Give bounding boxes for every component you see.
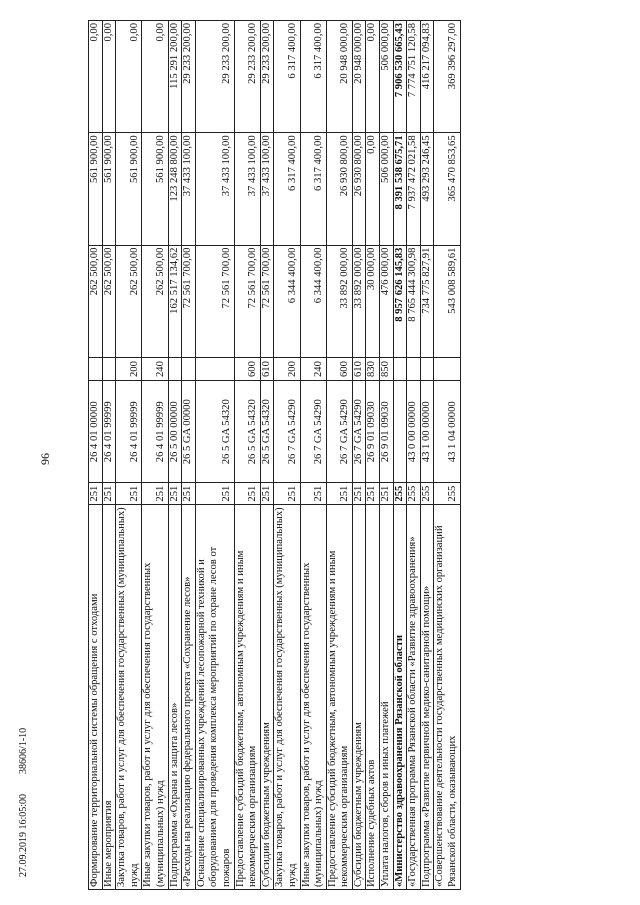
table-row [274,21,300,890]
expense-type-code: 830 [366,357,380,380]
table-row [168,21,182,890]
ministry-code: 255 [407,483,421,504]
table-row [142,21,168,890]
row-name: Формирование территориальной системы обращения с отходами [89,504,103,889]
footer-stamp: 27.09.2019 16:05:00 38606/1-10 [18,727,29,877]
target-code: 43 1 04 00000 [434,381,460,483]
amount-year-1: 262 500,00 [142,245,168,357]
row-name: Закупка товаров, работ и услуг для обеспечения государственных (муниципальных) нужд [274,504,300,889]
row-name: Уплата налогов, сборов и иных платежей [380,504,394,889]
amount-year-3: 0,00 [366,21,380,133]
amount-year-1: 72 561 700,00 [195,245,234,357]
ministry-code: 251 [89,483,103,504]
ministry-code: 251 [380,483,394,504]
amount-year-2: 561 900,00 [89,133,103,245]
row-name: Иные мероприятия [102,504,116,889]
row-name: Подпрограмма «Развитие первичной медико-санитарной помощи» [420,504,434,889]
target-code: 43 0 00 00000 [407,381,421,483]
amount-year-2: 506 000,00 [380,133,394,245]
target-code: 26 7 GA 54290 [352,381,366,483]
amount-year-2: 493 293 246,45 [420,133,434,245]
expense-type-code: 240 [300,357,326,380]
amount-year-3: 20 948 000,00 [326,21,352,133]
ministry-code: 251 [300,483,326,504]
table-row [407,21,421,890]
amount-year-2: 0,00 [366,133,380,245]
amount-year-1: 33 892 000,00 [352,245,366,357]
row-name: Предоставление субсидий бюджетным, автономным учреждениям и иным некоммерческим организациям [234,504,260,889]
ministry-code: 255 [420,483,434,504]
amount-year-1: 543 008 589,61 [434,245,460,357]
target-code: 26 4 01 99999 [142,381,168,483]
amount-year-2: 365 470 853,65 [434,133,460,245]
row-name: Подпрограмма «Охрана и защита лесов» [168,504,182,889]
expense-type-code [195,357,234,380]
row-name: Субсидии бюджетным учреждениям [352,504,366,889]
ministry-code: 251 [102,483,116,504]
amount-year-3: 0,00 [116,21,142,133]
ministry-code: 251 [366,483,380,504]
row-name: Закупка товаров, работ и услуг для обеспечения государственных (муниципальных) нужд [116,504,142,889]
table-row [434,21,460,890]
amount-year-3: 0,00 [89,21,103,133]
row-name: «Государственная программа Рязанской области «Развитие здравоохранения» [407,504,421,889]
amount-year-2: 37 433 100,00 [195,133,234,245]
table-row [366,21,380,890]
ministry-code: 251 [195,483,234,504]
amount-year-1: 476 000,00 [380,245,394,357]
target-code: 26 5 GA 54320 [195,381,234,483]
ministry-code: 251 [352,483,366,504]
amount-year-2: 123 248 800,00 [168,133,182,245]
target-code: 26 4 01 99999 [102,381,116,483]
table-row [116,21,142,890]
amount-year-3: 115 291 200,00 [168,21,182,133]
amount-year-1: 8 957 626 145,83 [393,245,407,357]
amount-year-3: 7 906 530 665,43 [393,21,407,133]
page-number: 96 [38,453,52,465]
row-name: Иные закупки товаров, работ и услуг для обеспечения государственных (муниципальных) нужд [300,504,326,889]
expense-type-code [393,357,407,380]
amount-year-1: 262 500,00 [102,245,116,357]
amount-year-1: 33 892 000,00 [326,245,352,357]
table-row [352,21,366,890]
row-name: Оснащение специализированных учреждений лесопожарной техникой и оборудованием для проведения комплекса мероприятий по охране лесов от пожаров [195,504,234,889]
target-code: 26 5 GA 54320 [260,381,274,483]
expense-type-code: 200 [116,357,142,380]
amount-year-1: 162 517 134,62 [168,245,182,357]
expense-type-code: 240 [142,357,168,380]
expense-type-code: 200 [274,357,300,380]
target-code [393,381,407,483]
target-code: 26 9 01 09030 [366,381,380,483]
table-row [234,21,260,890]
amount-year-3: 29 233 200,00 [195,21,234,133]
amount-year-1: 30 000,00 [366,245,380,357]
ministry-code: 255 [393,483,407,504]
amount-year-2: 561 900,00 [142,133,168,245]
target-code: 26 7 GA 54290 [274,381,300,483]
target-code: 26 4 01 99999 [116,381,142,483]
amount-year-2: 37 433 100,00 [234,133,260,245]
amount-year-1: 72 561 700,00 [234,245,260,357]
target-code: 26 9 01 09030 [380,381,394,483]
amount-year-2: 8 391 538 675,71 [393,133,407,245]
ministry-code: 251 [326,483,352,504]
expense-type-code: 610 [352,357,366,380]
amount-year-1: 262 500,00 [116,245,142,357]
target-code: 43 1 00 00000 [420,381,434,483]
expense-type-code: 610 [260,357,274,380]
expense-type-code: 600 [326,357,352,380]
amount-year-3: 416 217 094,83 [420,21,434,133]
ministry-code: 251 [182,483,196,504]
amount-year-1: 734 775 827,91 [420,245,434,357]
table-row [420,21,434,890]
table-row [326,21,352,890]
table-row [300,21,326,890]
amount-year-1: 262 500,00 [89,245,103,357]
amount-year-3: 29 233 200,00 [260,21,274,133]
ministry-code: 251 [274,483,300,504]
expense-type-code [407,357,421,380]
amount-year-1: 8 765 444 300,98 [407,245,421,357]
row-name: Иные закупки товаров, работ и услуг для обеспечения государственных (муниципальных) нужд [142,504,168,889]
amount-year-2: 37 433 100,00 [182,133,196,245]
table-row [102,21,116,890]
amount-year-2: 26 930 800,00 [326,133,352,245]
expense-type-code: 600 [234,357,260,380]
amount-year-2: 561 900,00 [102,133,116,245]
amount-year-3: 506 000,00 [380,21,394,133]
target-code: 26 7 GA 54290 [300,381,326,483]
amount-year-3: 20 948 000,00 [352,21,366,133]
amount-year-2: 7 937 472 021,58 [407,133,421,245]
row-name: «Министерство здравоохранения Рязанской области [393,504,407,889]
ministry-code: 251 [142,483,168,504]
amount-year-3: 6 317 400,00 [274,21,300,133]
amount-year-3: 0,00 [102,21,116,133]
row-name: «Совершенствование деятельности государственных медицинских организаций Рязанской области, оказывающих [434,504,460,889]
amount-year-3: 7 774 751 120,58 [407,21,421,133]
target-code: 26 5 GA 54320 [234,381,260,483]
budget-table [88,20,461,890]
target-code: 26 7 GA 54290 [326,381,352,483]
amount-year-2: 6 317 400,00 [274,133,300,245]
amount-year-2: 561 900,00 [116,133,142,245]
amount-year-3: 6 317 400,00 [300,21,326,133]
table-row [195,21,234,890]
ministry-code: 251 [234,483,260,504]
amount-year-1: 72 561 700,00 [260,245,274,357]
table-row [182,21,196,890]
expense-type-code [102,357,116,380]
expense-type-code: 850 [380,357,394,380]
ministry-code: 251 [168,483,182,504]
table-row [260,21,274,890]
target-code: 26 5 00 00000 [168,381,182,483]
table-row [380,21,394,890]
ministry-code: 251 [260,483,274,504]
expense-type-code [168,357,182,380]
amount-year-3: 29 233 200,00 [234,21,260,133]
row-name: Субсидии бюджетным учреждениям [260,504,274,889]
amount-year-2: 26 930 800,00 [352,133,366,245]
amount-year-2: 37 433 100,00 [260,133,274,245]
amount-year-2: 6 317 400,00 [300,133,326,245]
target-code: 26 5 GA 00000 [182,381,196,483]
row-name: Исполнение судебных актов [366,504,380,889]
ministry-code: 251 [116,483,142,504]
expense-type-code [89,357,103,380]
ministry-code: 255 [434,483,460,504]
amount-year-1: 6 344 400,00 [274,245,300,357]
row-name: «Расходы на реализацию федерального проекта «Сохранение лесов» [182,504,196,889]
row-name: Предоставление субсидий бюджетным, автономным учреждениям и иным некоммерческим организациям [326,504,352,889]
amount-year-1: 72 561 700,00 [182,245,196,357]
amount-year-3: 0,00 [142,21,168,133]
expense-type-code [434,357,460,380]
target-code: 26 4 01 00000 [89,381,103,483]
amount-year-1: 6 344 400,00 [300,245,326,357]
table-row [393,21,407,890]
table-row [89,21,103,890]
amount-year-3: 29 233 200,00 [182,21,196,133]
expense-type-code [182,357,196,380]
amount-year-3: 369 396 297,00 [434,21,460,133]
expense-type-code [420,357,434,380]
